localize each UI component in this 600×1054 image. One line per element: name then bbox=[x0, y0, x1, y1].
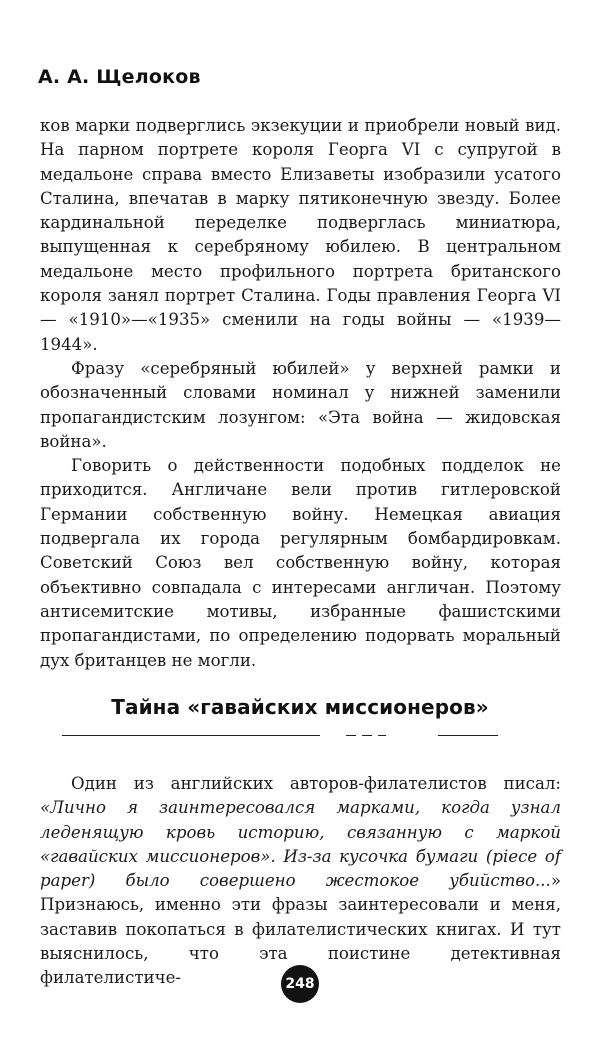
paragraph-1: ков марки подверглись экзекуции и приобрели новый вид. На парном портрете короля Георга VI с супругой в медальоне справа вместо Елизаветы изобразили усатого Сталина, впечатав в марку пятиконечную звезду. Более кардинальной переделке подверглась миниатюра, выпущенная к серебряному юбилею. В центральном медальоне место профильного портрета британского короля занял портрет Сталина. Годы правления Георга VI — «1910»—«1935» сменили на годы войны — «1939—1944». bbox=[40, 116, 561, 354]
paragraph-3: Говорить о действенности подобных подделок не приходится. Англичане вели против гитлеровской Германии собственную войну. Немецкая авиация подвергала их города регулярным бомбардировкам. Советский Союз вел собственную войну, которая объективно совпадала с интересами англичан. Поэтому антисемитские мотивы, избранные фашистскими пропагандистами, по определению подорвать моральный дух британцев не могли. bbox=[40, 456, 561, 670]
title-underline-dash bbox=[438, 735, 498, 736]
paragraph-4-lead: Один из английских авторов-филателистов писал: bbox=[71, 774, 561, 793]
title-underline-dash bbox=[378, 735, 386, 736]
body-text-top bbox=[40, 114, 561, 673]
body-text-bottom bbox=[40, 772, 561, 991]
page-number-badge: 248 bbox=[281, 965, 319, 1003]
paragraph-4-tail: Признаюсь, именно эти фразы заинтересовали и меня, заставив покопаться в филателистических книгах. И тут выяснилось, что эта поистине детективная филателистиче- bbox=[40, 895, 561, 988]
paragraph-4 bbox=[40, 772, 561, 991]
title-underline-dash bbox=[346, 735, 356, 736]
running-head-author: А. А. Щелоков bbox=[38, 66, 201, 88]
title-underline-dash bbox=[362, 735, 372, 736]
paragraph-4-close-quote: » bbox=[550, 871, 561, 891]
section-title: Тайна «гавайских миссионеров» bbox=[111, 695, 489, 719]
paragraph-2: Фразу «серебряный юбилей» у верхней рамки и обозначенный словами номинал у нижней заменили пропагандистским лозунгом: «Эта война — жидовская война». bbox=[40, 358, 561, 451]
paragraph-4-quote: «Лично я заинтересовался марками, когда узнал леденящую кровь историю, связанную с маркой «гавайских миссионеров». Из-за кусочка бумаги (piece of paper) было совершено жестокое убийство... bbox=[40, 798, 561, 891]
title-underline bbox=[62, 735, 320, 736]
